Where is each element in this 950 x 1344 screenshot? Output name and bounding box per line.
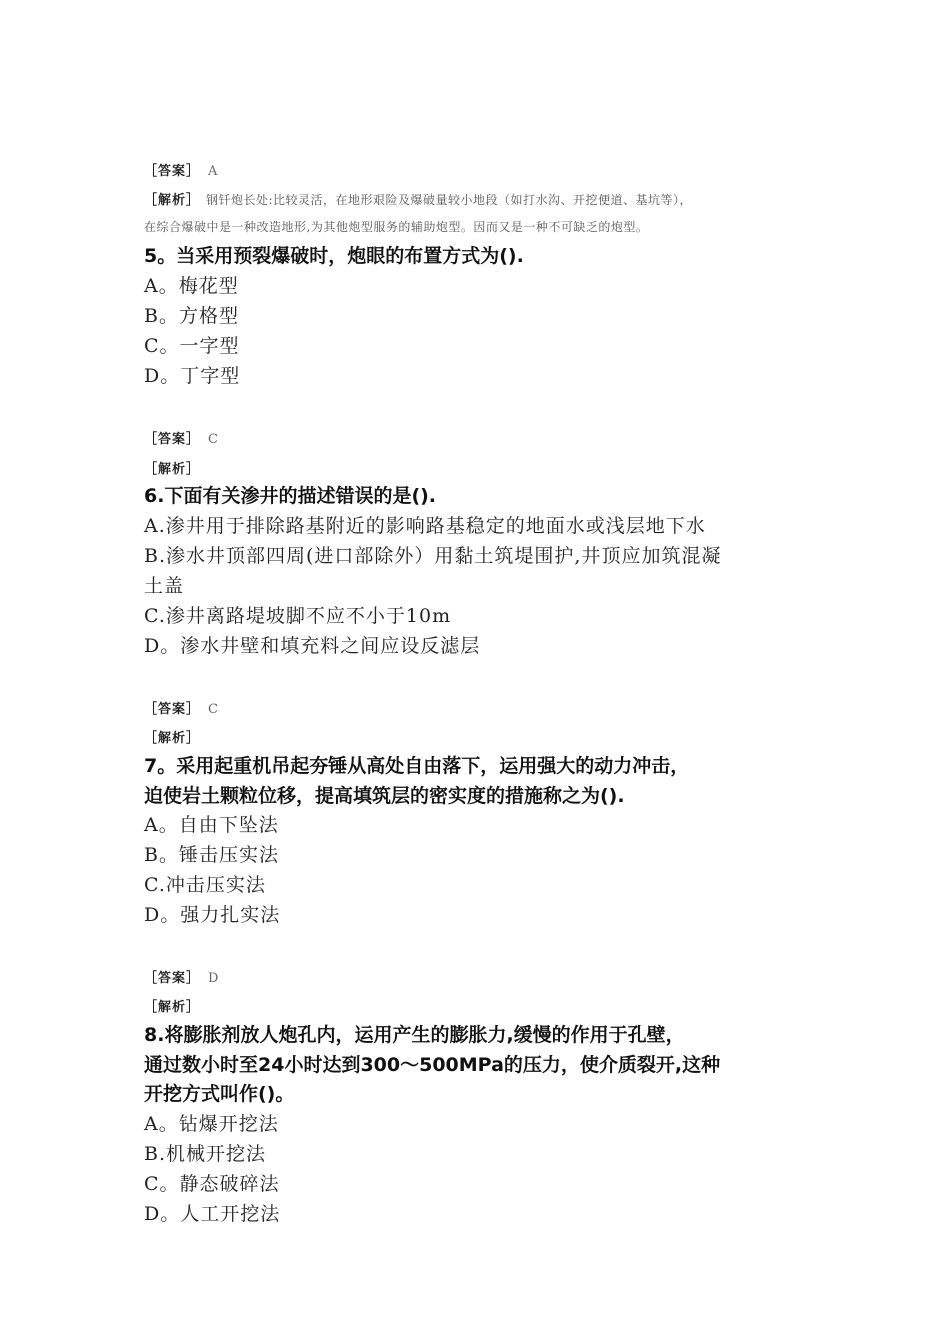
answer-label: ［答案］ (144, 432, 201, 447)
q6-option-d: D。渗水井壁和填充料之间应设反滤层 (144, 635, 481, 657)
q6-option-b: B.渗水井顶部四周(进口部除外）用黏土筑堤围护,井顶应加筑混凝 (144, 545, 722, 567)
explanation-label: ［解析］ (144, 462, 201, 477)
question-7-line-2: 迫使岩土颗粒位移，提高填筑层的密实度的措施称之为(). (144, 785, 625, 807)
q5-option-a: A。梅花型 (144, 275, 239, 297)
q7-option-b: B。锤击压实法 (144, 844, 279, 866)
question-8-line-2: 通过数小时至24小时达到300～500MPa的压力，使介质裂开,这种 (144, 1054, 721, 1076)
q7-option-d: D。强力扎实法 (144, 904, 281, 926)
q5-option-d: D。丁字型 (144, 365, 241, 387)
answer-value: D (208, 971, 220, 986)
question-8-line-3: 开挖方式叫作()。 (144, 1083, 295, 1105)
answer-row-7 (144, 967, 219, 986)
q6-option-c: C.渗井离路堤坡脚不应不小于10m (144, 605, 452, 627)
question-6: 6.下面有关渗井的描述错误的是(). (144, 485, 437, 507)
q7-option-a: A。自由下坠法 (144, 814, 279, 836)
answer-row-4 (144, 160, 218, 179)
q5-option-c: C。一字型 (144, 335, 240, 357)
answer-value: C (208, 432, 219, 447)
answer-value: C (208, 702, 219, 717)
answer-value: A (208, 164, 219, 179)
answer-label: ［答案］ (144, 702, 201, 717)
explanation-label: ［解析］ (144, 731, 201, 746)
answer-row-5 (144, 428, 219, 447)
explanation-row-5 (144, 458, 200, 477)
q6-option-b-cont: 土盖 (144, 575, 185, 597)
q8-option-d: D。人工开挖法 (144, 1203, 281, 1225)
answer-label: ［答案］ (144, 971, 201, 986)
q8-option-c: C。静态破碎法 (144, 1173, 280, 1195)
explanation-row-4 (144, 189, 692, 208)
explanation-text-2: 在综合爆破中是一种改造地形,为其他炮型服务的辅助炮型。因而又是一种不可缺乏的炮型。 (144, 220, 649, 234)
q8-option-b: B.机械开挖法 (144, 1143, 267, 1165)
question-5: 5。当采用预裂爆破时，炮眼的布置方式为(). (144, 245, 524, 267)
explanation-row-6 (144, 727, 200, 746)
q8-option-a: A。钻爆开挖法 (144, 1113, 279, 1135)
question-7-line-1: 7。采用起重机吊起夯锤从高处自由落下，运用强大的动力冲击， (144, 755, 690, 777)
explanation-row-7 (144, 996, 200, 1015)
q7-option-c: C.冲击压实法 (144, 874, 266, 896)
answer-row-6 (144, 698, 219, 717)
explanation-text-1: 钢钎炮长处:比较灵活，在地形艰险及爆破量较小地段（如打水沟、开挖便道、基坑等）， (206, 193, 693, 207)
question-8-line-1: 8.将膨胀剂放人炮孔内，运用产生的膨胀力,缓慢的作用于孔壁， (144, 1024, 685, 1046)
answer-label: ［答案］ (144, 164, 201, 179)
q6-option-a: A.渗井用于排除路基附近的影响路基稳定的地面水或浅层地下水 (144, 515, 706, 537)
explanation-label: ［解析］ (144, 1000, 201, 1015)
q5-option-b: B。方格型 (144, 305, 239, 327)
explanation-label: ［解析］ (144, 193, 201, 208)
